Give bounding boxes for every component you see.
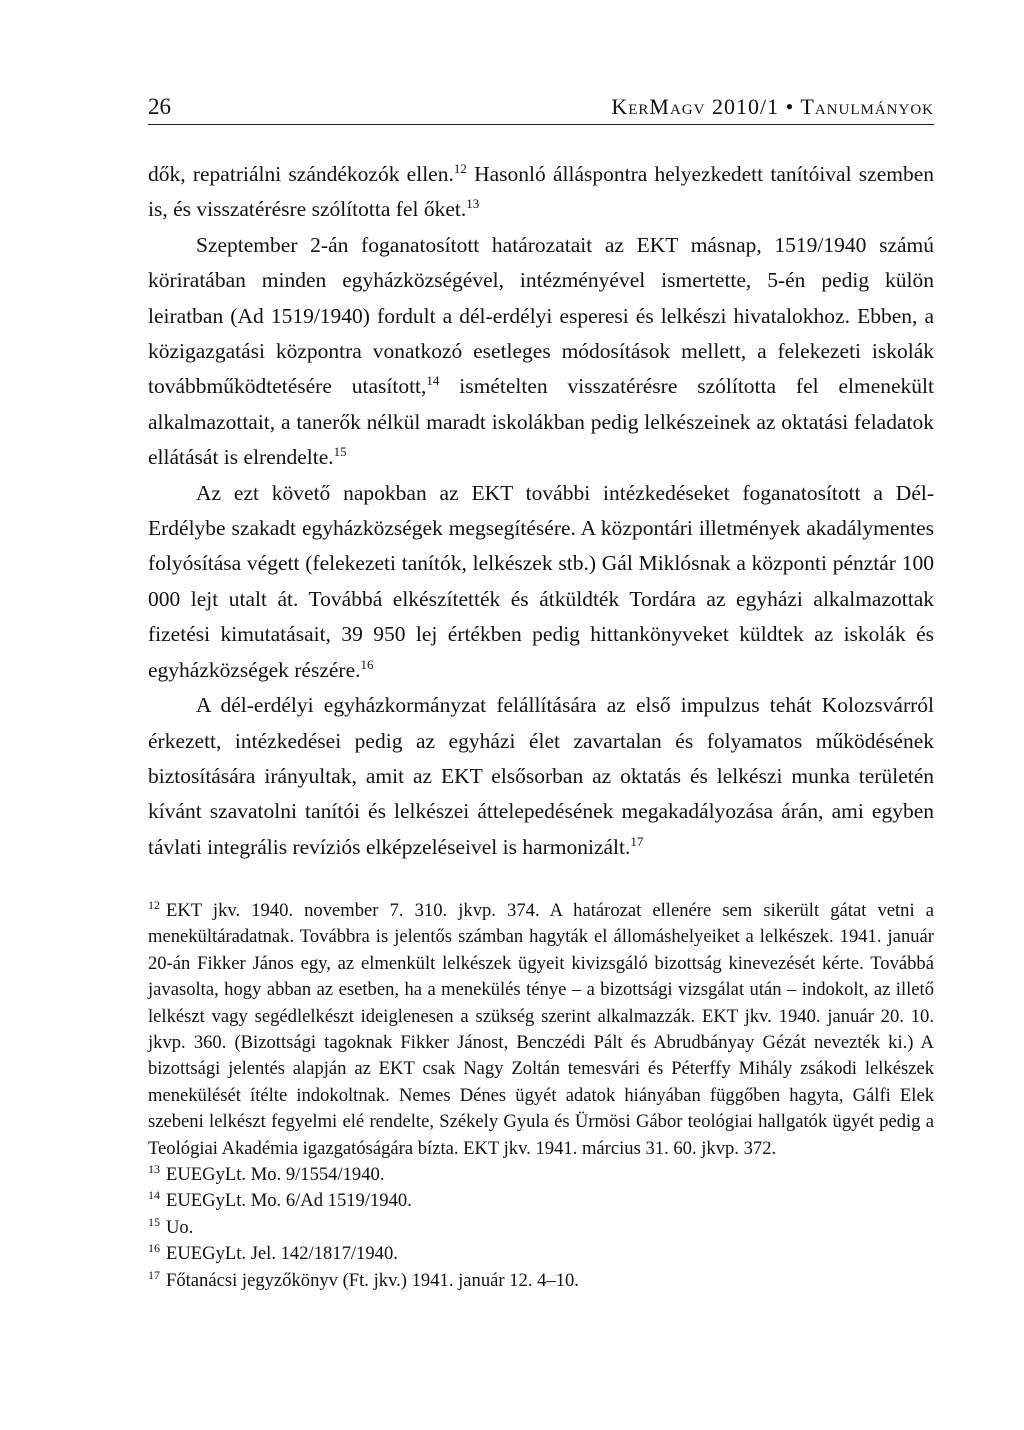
footnote-ref: 16 <box>360 656 374 672</box>
paragraph-text: Szeptember 2-án foganatosított határozatait az EKT másnap, 1519/1940 számú köriratában minden egyházközségével, intézményével ismertette, 5-én pedig külön leiratban (Ad 1519/1940) fordult a dél-erdélyi esperesi és lelkészi hivatalokhoz. Ebben, a közigazgatási központra vonatkozó esetleges módosítások mellett, a felekezeti iskolák továbbműködtetésére utasított, <box>148 232 934 399</box>
footnote-text: EUEGyLt. Mo. 9/1554/1940. <box>166 1164 385 1186</box>
footnote-text: EUEGyLt. Mo. 6/Ad 1519/1940. <box>166 1190 412 1212</box>
footnotes <box>148 898 934 1294</box>
paragraph <box>148 228 934 476</box>
footnote <box>148 1241 934 1267</box>
footnote-ref: 17 <box>630 833 644 849</box>
footnote-text: EUEGyLt. Jel. 142/1817/1940. <box>166 1243 398 1265</box>
footnote-ref: 13 <box>466 196 480 212</box>
page-number: 26 <box>148 94 171 119</box>
article-body <box>148 157 934 865</box>
footnote-number: 16 <box>148 1241 160 1256</box>
paragraph-text: Hasonló álláspontra helyezkedett tanítóival szemben is, és visszatérésre szólította fel őket. <box>148 162 934 222</box>
footnote-text: EKT jkv. 1940. november 7. 310. jkvp. 374. A határozat ellenére sem sikerült gátat vetni a menekültáradatnak. Továbbra is jelentős számban hagyták el állomáshelyeiket a lelkészek. 1941. január 20-án Fikker János egy, az elmenkült lelkészek ügyeit kivizsgáló bizottság kinevezését kérte. Továbbá javasolta, hogy abban az esetben, ha a menekülés ténye – a bizottsági vizsgálat után – indokolt, az illető lelkészt vagy segédlelkészt ideiglenesen a szükség szerint alkalmazzák. EKT jkv. 1940. január 20. 10. jkvp. 360. (Bizottsági tagoknak Fikker Jánost, Benczédi Pált és Abrudbányay Gézát nevezték ki.) A bizottsági jelentés alapján az EKT csak Nagy Zoltán temesvári és Péterffy Mihály zsákodi lelkészek menekülését ítélte indokoltnak. Nemes Dénes ügyét adatok hiányában függőben hagyta, Gálfi Elek szebeni lelkészt fegyelmi elé rendelte, Székely Gyula és Ürmösi Gábor teológiai hallgatók ügyét pedig a Teológiai Akadémia igazgatóságára bízta. EKT jkv. 1941. március 31. 60. jkvp. 372. <box>148 900 934 1159</box>
footnote-number: 15 <box>148 1214 160 1229</box>
footnote-text: Uo. <box>166 1216 194 1238</box>
paragraph <box>148 476 934 688</box>
paragraph-text: A dél-erdélyi egyházkormányzat felállítására az első impulzus tehát Kolozsvárról érkezett, intézkedései pedig az egyházi élet zavartalan és folyamatos működésének biztosítására irányultak, amit az EKT elsősorban az oktatás és lelkészi munka területén kívánt szavatolni tanítói és lelkészei áttelepedésének megakadályozása árán, ami egyben távlati integrális revíziós elképzeléseivel is harmonizált. <box>148 693 934 859</box>
footnote-number: 13 <box>148 1161 160 1176</box>
footnote <box>148 898 934 1162</box>
footnote <box>148 1188 934 1214</box>
running-header <box>148 94 934 125</box>
footnote-text: Főtanácsi jegyzőkönyv (Ft. jkv.) 1941. január 12. 4–10. <box>166 1269 579 1291</box>
footnote-ref: 12 <box>453 160 467 176</box>
footnote-number: 12 <box>148 897 160 912</box>
paragraph <box>148 688 934 865</box>
paragraph-text: ismételten visszatérésre szólította fel elmenekült alkalmazottait, a tanerők nélkül maradt iskolákban pedig lelkészeinek az oktatási feladatok ellátását is elrendelte. <box>148 374 934 470</box>
footnote <box>148 1162 934 1188</box>
footnote-ref: 14 <box>426 373 440 389</box>
footnote-number: 14 <box>148 1188 160 1203</box>
footnote <box>148 1215 934 1241</box>
footnote <box>148 1268 934 1294</box>
running-title: KerMagv 2010/1 • Tanulmányok <box>611 94 934 119</box>
footnote-ref: 15 <box>333 444 347 460</box>
paragraph <box>148 157 934 228</box>
paragraph-text: dők, repatriálni szándékozók ellen. <box>148 162 454 186</box>
footnote-number: 17 <box>148 1267 160 1282</box>
paragraph-text: Az ezt követő napokban az EKT további intézkedéseket foganatosított a Dél-Erdélybe szakadt egyházközségek megsegítésére. A központári illetmények akadálymentes folyósítása végett (felekezeti tanítók, lelkészek stb.) Gál Miklósnak a központi pénztár 100 000 lejt utalt át. Továbbá elkészítették és átküldték Tordára az egyházi alkalmazottak fizetési kimutatásait, 39 950 lej értékben pedig hittankönyveket küldtek az iskolák és egyházközségek részére. <box>148 480 934 682</box>
